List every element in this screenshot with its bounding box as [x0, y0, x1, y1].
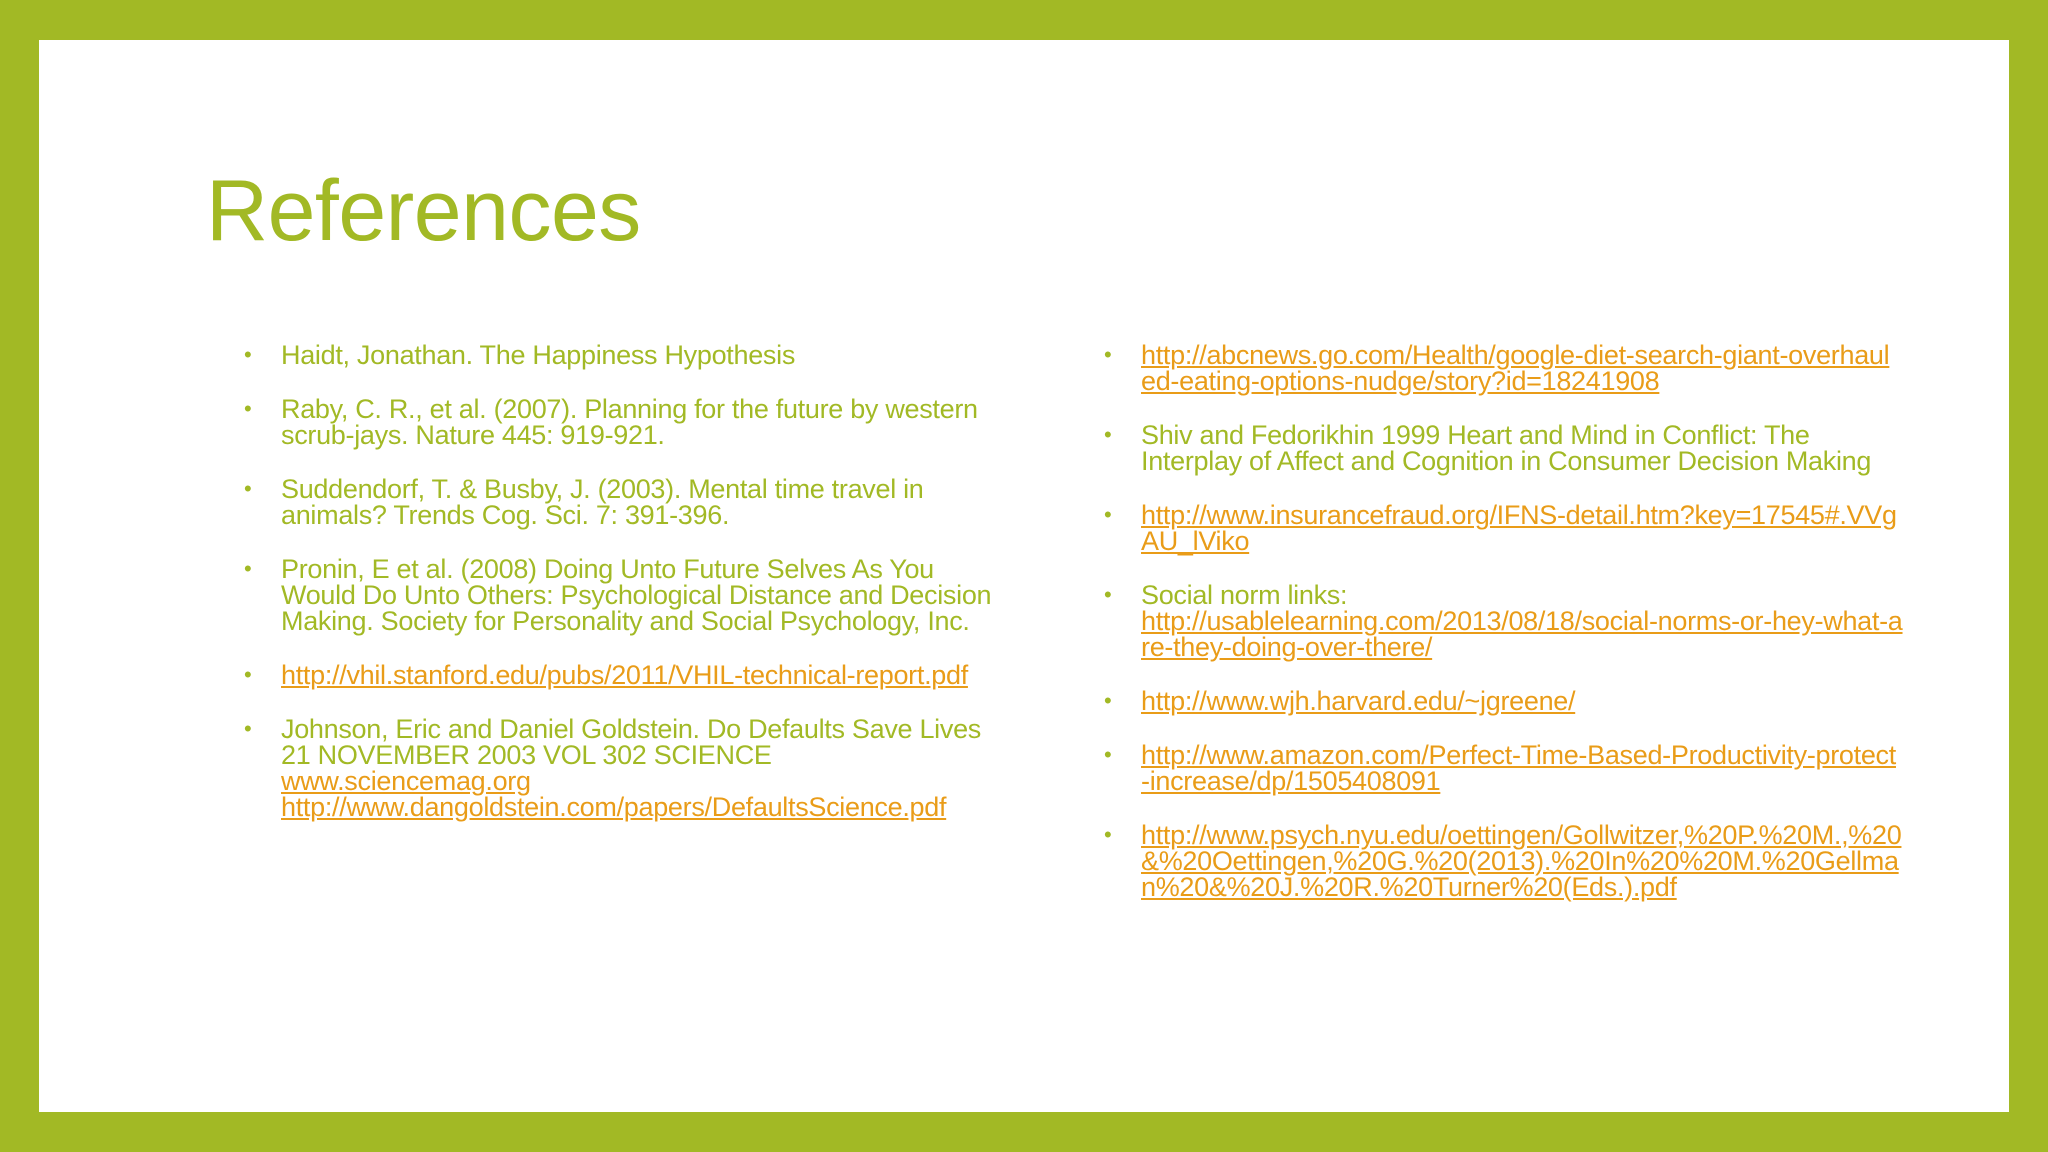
bullet-icon: •	[1104, 688, 1112, 713]
bullet-icon: •	[1104, 822, 1112, 847]
reference-text: Haidt, Jonathan. The Happiness Hypothesis	[281, 340, 796, 370]
bullet-icon: •	[1104, 742, 1112, 767]
bullet-icon: •	[1104, 422, 1112, 447]
reference-item	[244, 662, 1014, 688]
reference-item	[1104, 582, 1904, 660]
reference-item	[244, 556, 1014, 634]
bullet-icon: •	[244, 662, 252, 687]
sciencemag-link[interactable]: www.sciencemag.org	[281, 766, 531, 796]
reference-item	[1104, 822, 1904, 900]
reference-item	[244, 396, 1014, 448]
reference-text: Pronin, E et al. (2008) Doing Unto Future Selves As You Would Do Unto Others: Psychological Distance and Decision Making. Society for Personality and Social Psychology, Inc.	[281, 554, 992, 636]
references-right-column	[1104, 342, 1904, 928]
reference-text: Suddendorf, T. & Busby, J. (2003). Mental time travel in animals? Trends Cog. Sci. 7: 391-396.	[281, 474, 924, 530]
usablelearning-link[interactable]: http://usablelearning.com/2013/08/18/social-norms-or-hey-what-are-they-doing-over-there/	[1141, 606, 1903, 662]
harvard-link[interactable]: http://www.wjh.harvard.edu/~jgreene/	[1141, 686, 1576, 716]
reference-text: Raby, C. R., et al. (2007). Planning for the future by western scrub-jays. Nature 445: 919-921.	[281, 394, 978, 450]
reference-item	[1104, 502, 1904, 554]
nyu-link[interactable]: http://www.psych.nyu.edu/oettingen/Gollwitzer,%20P.%20M.,%20&%20Oettingen,%20G.%20(2013).%20In%20%20M.%20Gellman%20&%20J.%20R.%20Turner%20(Eds.).pdf	[1141, 820, 1902, 902]
bullet-icon: •	[244, 342, 252, 367]
reference-text: Johnson, Eric and Daniel Goldstein. Do Defaults Save Lives 21 NOVEMBER 2003 VOL 302 SCIENCE	[281, 714, 981, 770]
bullet-icon: •	[244, 396, 252, 421]
reference-text: Shiv and Fedorikhin 1999 Heart and Mind in Conflict: The Interplay of Affect and Cognition in Consumer Decision Making	[1141, 420, 1872, 476]
bullet-icon: •	[244, 716, 252, 741]
slide	[39, 40, 2009, 1112]
bullet-icon: •	[1104, 342, 1112, 367]
goldstein-link[interactable]: http://www.dangoldstein.com/papers/DefaultsScience.pdf	[281, 792, 947, 822]
reference-item	[244, 716, 1014, 820]
reference-item	[244, 476, 1014, 528]
abcnews-link[interactable]: http://abcnews.go.com/Health/google-diet-search-giant-overhauled-eating-options-nudge/story?id=18241908	[1141, 340, 1890, 396]
social-norm-label: Social norm links:	[1141, 580, 1348, 610]
reference-item	[1104, 422, 1904, 474]
bullet-icon: •	[1104, 502, 1112, 527]
bullet-icon: •	[1104, 582, 1112, 607]
reference-item	[244, 342, 1014, 368]
references-left-column	[244, 342, 1014, 848]
bullet-icon: •	[244, 476, 252, 501]
reference-item	[1104, 688, 1904, 714]
vhil-link[interactable]: http://vhil.stanford.edu/pubs/2011/VHIL-technical-report.pdf	[281, 660, 968, 690]
bullet-icon: •	[244, 556, 252, 581]
reference-item	[1104, 742, 1904, 794]
slide-title: References	[206, 163, 641, 259]
reference-item	[1104, 342, 1904, 394]
insurancefraud-link[interactable]: http://www.insurancefraud.org/IFNS-detail.htm?key=17545#.VVgAU_lViko	[1141, 500, 1897, 556]
amazon-link[interactable]: http://www.amazon.com/Perfect-Time-Based-Productivity-protect-increase/dp/1505408091	[1141, 740, 1896, 796]
